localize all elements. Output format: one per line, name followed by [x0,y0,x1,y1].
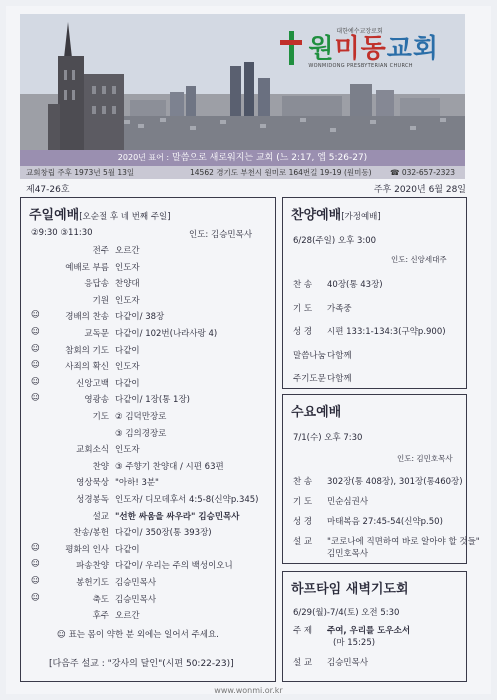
family-time: 6/28(주일) 오후 3:00 [293,236,377,246]
order-value: 오르간 [115,611,140,622]
family-row-label: 기 도 [293,303,313,314]
order-label: 신앙고백 [76,378,109,389]
wednesday-row-value: 302장(통 408장), 301장(통460장) [327,477,463,487]
order-value: 인도자 [115,295,140,306]
logo-english: WONMIDONG PRESBYTERIAN CHURCH [308,63,413,69]
order-label: 사죄의 확신 [65,362,109,373]
halftime-theme-ref: (마 15:25) [333,638,376,648]
family-row-label: 주기도문 [293,374,326,384]
order-label: 영광송 [84,395,109,406]
halftime-preacher: 김승민목사 [327,658,369,668]
order-value: 다같이/ 38장 [115,312,165,323]
sunday-leader: 인도: 김승민목사 [189,230,253,240]
order-value: "선한 싸움을 싸우라" 김승민목사 [115,511,240,522]
order-value: 김승민목사 [115,594,157,605]
founded-date: 교회창립 주후 1973년 5월 13일 [26,168,135,177]
order-label: 평화의 인사 [65,544,109,555]
church-info-bar [20,166,465,179]
family-row-value: 다함께 [327,350,352,361]
standing-mark-icon: ☺ [31,360,40,371]
order-label: 성경봉독 [76,495,109,505]
issue-row [26,182,466,195]
family-row-value: 시편 133:1-134:3(구약p.900) [327,327,446,337]
wednesday-row-value: 마태복음 27:45-54(신약p.50) [327,517,443,527]
church-address: 14562 경기도 부천시 원미로 164번길 19-19 (원미동) [190,168,372,177]
logo-wordmark: 원미동교회 [308,34,439,64]
halftime-title: 하프타임 새벽기도회 [291,582,409,597]
sunday-times: ②9:30 ③11:30 [31,228,93,238]
family-subtitle: [가정예배] [341,212,381,222]
order-value: ② 김덕만장로 [115,412,167,422]
order-value: 다같이/ 350장(통 393장) [115,528,212,539]
order-value: 다같이/ 102번(나라사랑 4) [115,329,218,339]
order-value: 다같이 [115,345,140,356]
order-value: 찬양대 [115,279,140,290]
family-row-label: 성 경 [293,327,313,337]
header-photo [20,14,465,150]
sunday-subtitle: [오순절 후 네 번째 주일] [79,212,171,222]
order-label: 파송찬양 [76,561,109,572]
order-label: 찬양 [92,461,109,472]
cross-icon [278,31,304,65]
standing-mark-icon: ☺ [31,376,40,387]
order-label: 설교 [92,511,109,522]
order-value: 인도자 [115,362,140,373]
order-value: 오르간 [115,246,140,256]
halftime-preacher-label: 설 교 [293,658,313,668]
wednesday-worship-box [282,394,480,564]
standing-mark-icon: ☺ [31,542,40,553]
standing-mark-icon: ☺ [31,576,40,586]
logo-denomination: 대한예수교장로회 [336,28,383,35]
standing-mark-icon: ☺ [31,559,40,570]
order-label: 찬송/봉헌 [73,528,109,539]
halftime-prayer-box [282,571,467,682]
order-value: 다같이 [115,378,140,389]
family-leader: 인도: 신앙세대주 [391,255,447,264]
order-value: ③ 주향기 찬양대 / 시편 63편 [115,461,224,472]
church-phone: ☎ 032-657-2323 [390,168,455,177]
wednesday-row-label: 기 도 [293,497,313,507]
order-label: 예배로 부름 [65,262,109,273]
order-label: 교회소식 [76,445,109,456]
wednesday-title: 수요예배 [291,405,342,420]
order-value: 다같이 [115,544,140,555]
order-label: 봉헌기도 [76,578,109,588]
wednesday-row-label: 찬 송 [293,477,313,487]
issue-number: 제47-26호 [26,185,70,195]
order-label: 경배의 찬송 [65,312,109,323]
website-footer: www.wonmi.or.kr [214,686,283,695]
order-value: 다같이/ 1장(통 1장) [115,395,190,406]
family-row-value: 가족중 [327,303,352,314]
standing-mark-icon: ☺ [31,592,40,603]
family-worship-box [282,197,467,389]
wednesday-row-value: 김민호목사 [327,549,369,559]
family-row-value: 다함께 [327,374,352,384]
church-logo [278,26,439,69]
order-label: 전주 [92,246,109,256]
wednesday-time: 7/1(수) 오후 7:30 [293,433,363,443]
family-row-label: 찬 송 [293,280,313,290]
wednesday-row-value: "코로나에 직면하여 바로 알아야 할 것들" [327,537,480,547]
order-label: 기원 [92,295,109,306]
standing-mark-icon: ☺ [31,343,40,354]
order-value: 김승민목사 [115,578,157,588]
order-label: 교독문 [84,329,109,339]
sunday-worship-box [20,197,276,682]
standing-mark-icon: ☺ [31,327,40,337]
halftime-theme-label: 주 제 [293,626,313,636]
order-value: 인도자 [115,262,140,273]
order-value: 인도자 [115,445,140,456]
order-label: 기도 [92,412,109,422]
family-title: 찬양예배[가정예배] [291,208,381,223]
standing-mark-icon: ☺ [31,310,40,321]
order-value: "아하! 3분" [115,478,159,489]
next-sermon: [다음주 설교 : "강사의 달인"(시편 50:22-23)] [49,659,234,669]
family-row-label: 말씀나눔 [293,350,326,361]
order-value: ③ 김의경장로 [115,428,167,439]
wednesday-row-label: 성 경 [293,517,313,527]
halftime-theme: 주여, 우리를 도우소서 [327,626,411,636]
order-label: 영상묵상 [76,478,109,489]
sunday-title: 주일예배[오순절 후 네 번째 주일] [29,208,171,223]
wednesday-row-value: 민순심권사 [327,497,369,507]
standing-mark-icon: ☺ [31,393,40,404]
order-label: 후주 [92,611,109,622]
standing-note: ☺ 표는 몸이 약한 분 외에는 일어서 주세요. [57,630,219,640]
order-value: 인도자/ 디모데후서 4:5-8(신약p.345) [115,495,259,505]
wednesday-row-label: 설 교 [293,537,313,547]
order-label: 응답송 [84,279,109,290]
order-label: 축도 [92,594,109,605]
order-label: 참회의 기도 [65,345,109,356]
order-value: 다같이/ 우리는 주의 백성이오니 [115,561,233,572]
halftime-time: 6/29(월)-7/4(토) 오전 5:30 [293,608,400,618]
family-row-value: 40장(통 43장) [327,280,383,290]
year-motto: 2020년 표어 : 말씀으로 새로워지는 교회 (느 2:17, 엡 5:26-27) [20,150,465,166]
issue-date: 주후 2020년 6월 28일 [373,185,466,195]
wednesday-leader: 인도: 김민호목사 [397,454,453,463]
